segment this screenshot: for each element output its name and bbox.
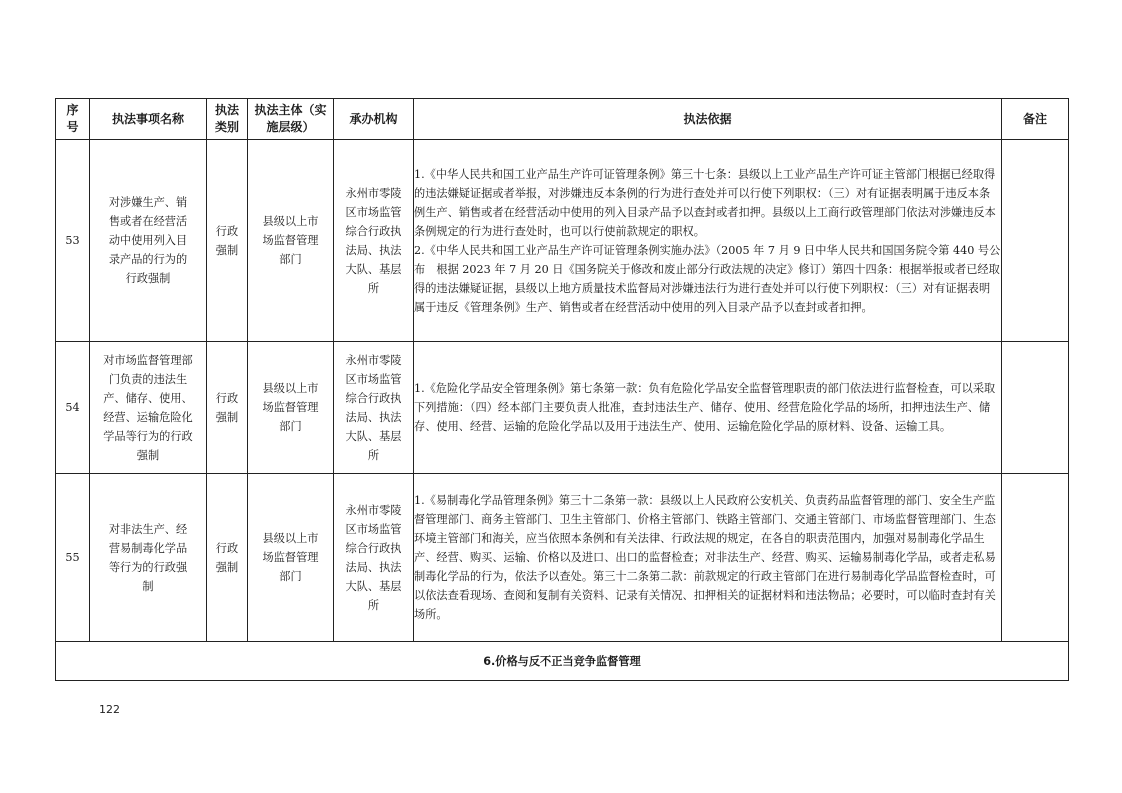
- row-seq: 53: [56, 140, 90, 342]
- header-basis: 执法依据: [414, 99, 1002, 140]
- row-category: [207, 474, 248, 642]
- section-title: 6.价格与反不正当竞争监督管理: [56, 642, 1069, 681]
- row-item: [90, 474, 207, 642]
- header-seq: 序号: [56, 99, 90, 140]
- row-item: [90, 342, 207, 474]
- basis-paragraph: 1.《易制毒化学品管理条例》第三十二条第一款：县级以上人民政府公安机关、负责药品监督管理的部门、安全生产监督管理部门、商务主管部门、卫生主管部门、价格主管部门、铁路主管部门、交通主管部门、市场监督管理部门、生态环境主管部门和海关，应当依照本条例和有关法律、行政法规的规定，在各自的职责范围内，加强对易制毒化学品生产、经营、购买、运输、价格以及进口、出口的监督检查；对非法生产、经营、购买、运输易制毒化学品，或者走私易制毒化学品的行为，依法予以查处。第三十二条第二款：前款规定的行政主管部门在进行易制毒化学品监督检查时，可以依法查看现场、查阅和复制有关资料、记录有关情况、扣押相关的证据材料和违法物品；必要时，可以临时查封有关场所。: [414, 494, 996, 621]
- row-note: [1002, 140, 1069, 342]
- table-row: [56, 140, 1069, 342]
- row-category-text: 行政强制: [215, 541, 239, 574]
- row-category: [207, 342, 248, 474]
- row-item: [90, 140, 207, 342]
- row-org-text: 永州市零陵区市场监管综合行政执法局、执法大队、基层所: [345, 353, 402, 462]
- row-note: [1002, 474, 1069, 642]
- row-org-text: 永州市零陵区市场监管综合行政执法局、执法大队、基层所: [345, 186, 402, 295]
- basis-paragraph: 2.《中华人民共和国工业产品生产许可证管理条例实施办法》（2005 年 7 月 9 日中华人民共和国国务院令第 440 号公布 根据 2023 年 7 月 20 日《国务院关于修改和废止部分行政法规的决定》修订）第四十四条：根据举报或者已经取得的违法嫌疑证据，县级以上地方质量技术监督局对涉嫌违法行为进行查处并可以行使下列职权：（三）对有证据表明属于违反《管理条例》生产、销售或者在经营活动中使用的列入目录产品予以查封或者扣押。: [414, 243, 1001, 314]
- row-org: [334, 474, 414, 642]
- header-row: [56, 99, 1069, 140]
- row-subject-text: 县级以上市场监督管理部门: [262, 532, 319, 583]
- row-seq: 54: [56, 342, 90, 474]
- basis-paragraph: 1.《危险化学品安全管理条例》第七条第一款：负有危险化学品安全监督管理职责的部门依法进行监督检查，可以采取下列措施：（四）经本部门主要负责人批准，查封违法生产、储存、使用、经营危险化学品的场所，扣押违法生产、储存、使用、经营、运输的危险化学品以及用于违法生产、使用、运输危险化学品的原材料、设备、运输工具。: [414, 382, 996, 433]
- header-note: 备注: [1002, 99, 1069, 140]
- row-basis: [414, 474, 1002, 642]
- row-subject: [248, 342, 334, 474]
- row-item-text: 对非法生产、经营易制毒化学品等行为的行政强制: [108, 522, 188, 593]
- table-row: [56, 342, 1069, 474]
- row-item-text: 对市场监督管理部门负责的违法生产、储存、使用、经营、运输危险化学品等行为的行政强制: [103, 353, 193, 462]
- row-note: [1002, 342, 1069, 474]
- header-category: 执法类别: [207, 99, 248, 140]
- table-row: [56, 474, 1069, 642]
- header-subject: 执法主体（实施层级）: [248, 99, 334, 140]
- row-seq: 55: [56, 474, 90, 642]
- header-item: 执法事项名称: [90, 99, 207, 140]
- row-subject-text: 县级以上市场监督管理部门: [262, 382, 319, 433]
- enforcement-table: [55, 98, 1069, 681]
- page-number: 122: [99, 703, 120, 716]
- row-subject: [248, 140, 334, 342]
- row-basis: [414, 342, 1002, 474]
- row-category-text: 行政强制: [215, 391, 239, 424]
- row-org-text: 永州市零陵区市场监管综合行政执法局、执法大队、基层所: [345, 503, 402, 612]
- row-basis: [414, 140, 1002, 342]
- row-org: [334, 342, 414, 474]
- row-item-text: 对涉嫌生产、销售或者在经营活动中使用列入目录产品的行为的行政强制: [108, 196, 188, 285]
- row-category-text: 行政强制: [215, 224, 239, 257]
- row-subject-text: 县级以上市场监督管理部门: [262, 215, 319, 266]
- section-row: [56, 642, 1069, 681]
- basis-paragraph: 1.《中华人民共和国工业产品生产许可证管理条例》第三十七条：县级以上工业产品生产许可证主管部门根据已经取得的违法嫌疑证据或者举报，对涉嫌违反本条例的行为进行查处并可以行使下列职权：（三）对有证据表明属于违反本条例生产、销售或者在经营活动中使用的列入目录产品予以查封或者扣押。县级以上工商行政管理部门依法对涉嫌违反本条例规定的行为进行查处时，也可以行使前款规定的职权。: [414, 167, 996, 238]
- header-org: 承办机构: [334, 99, 414, 140]
- row-subject: [248, 474, 334, 642]
- row-org: [334, 140, 414, 342]
- row-category: [207, 140, 248, 342]
